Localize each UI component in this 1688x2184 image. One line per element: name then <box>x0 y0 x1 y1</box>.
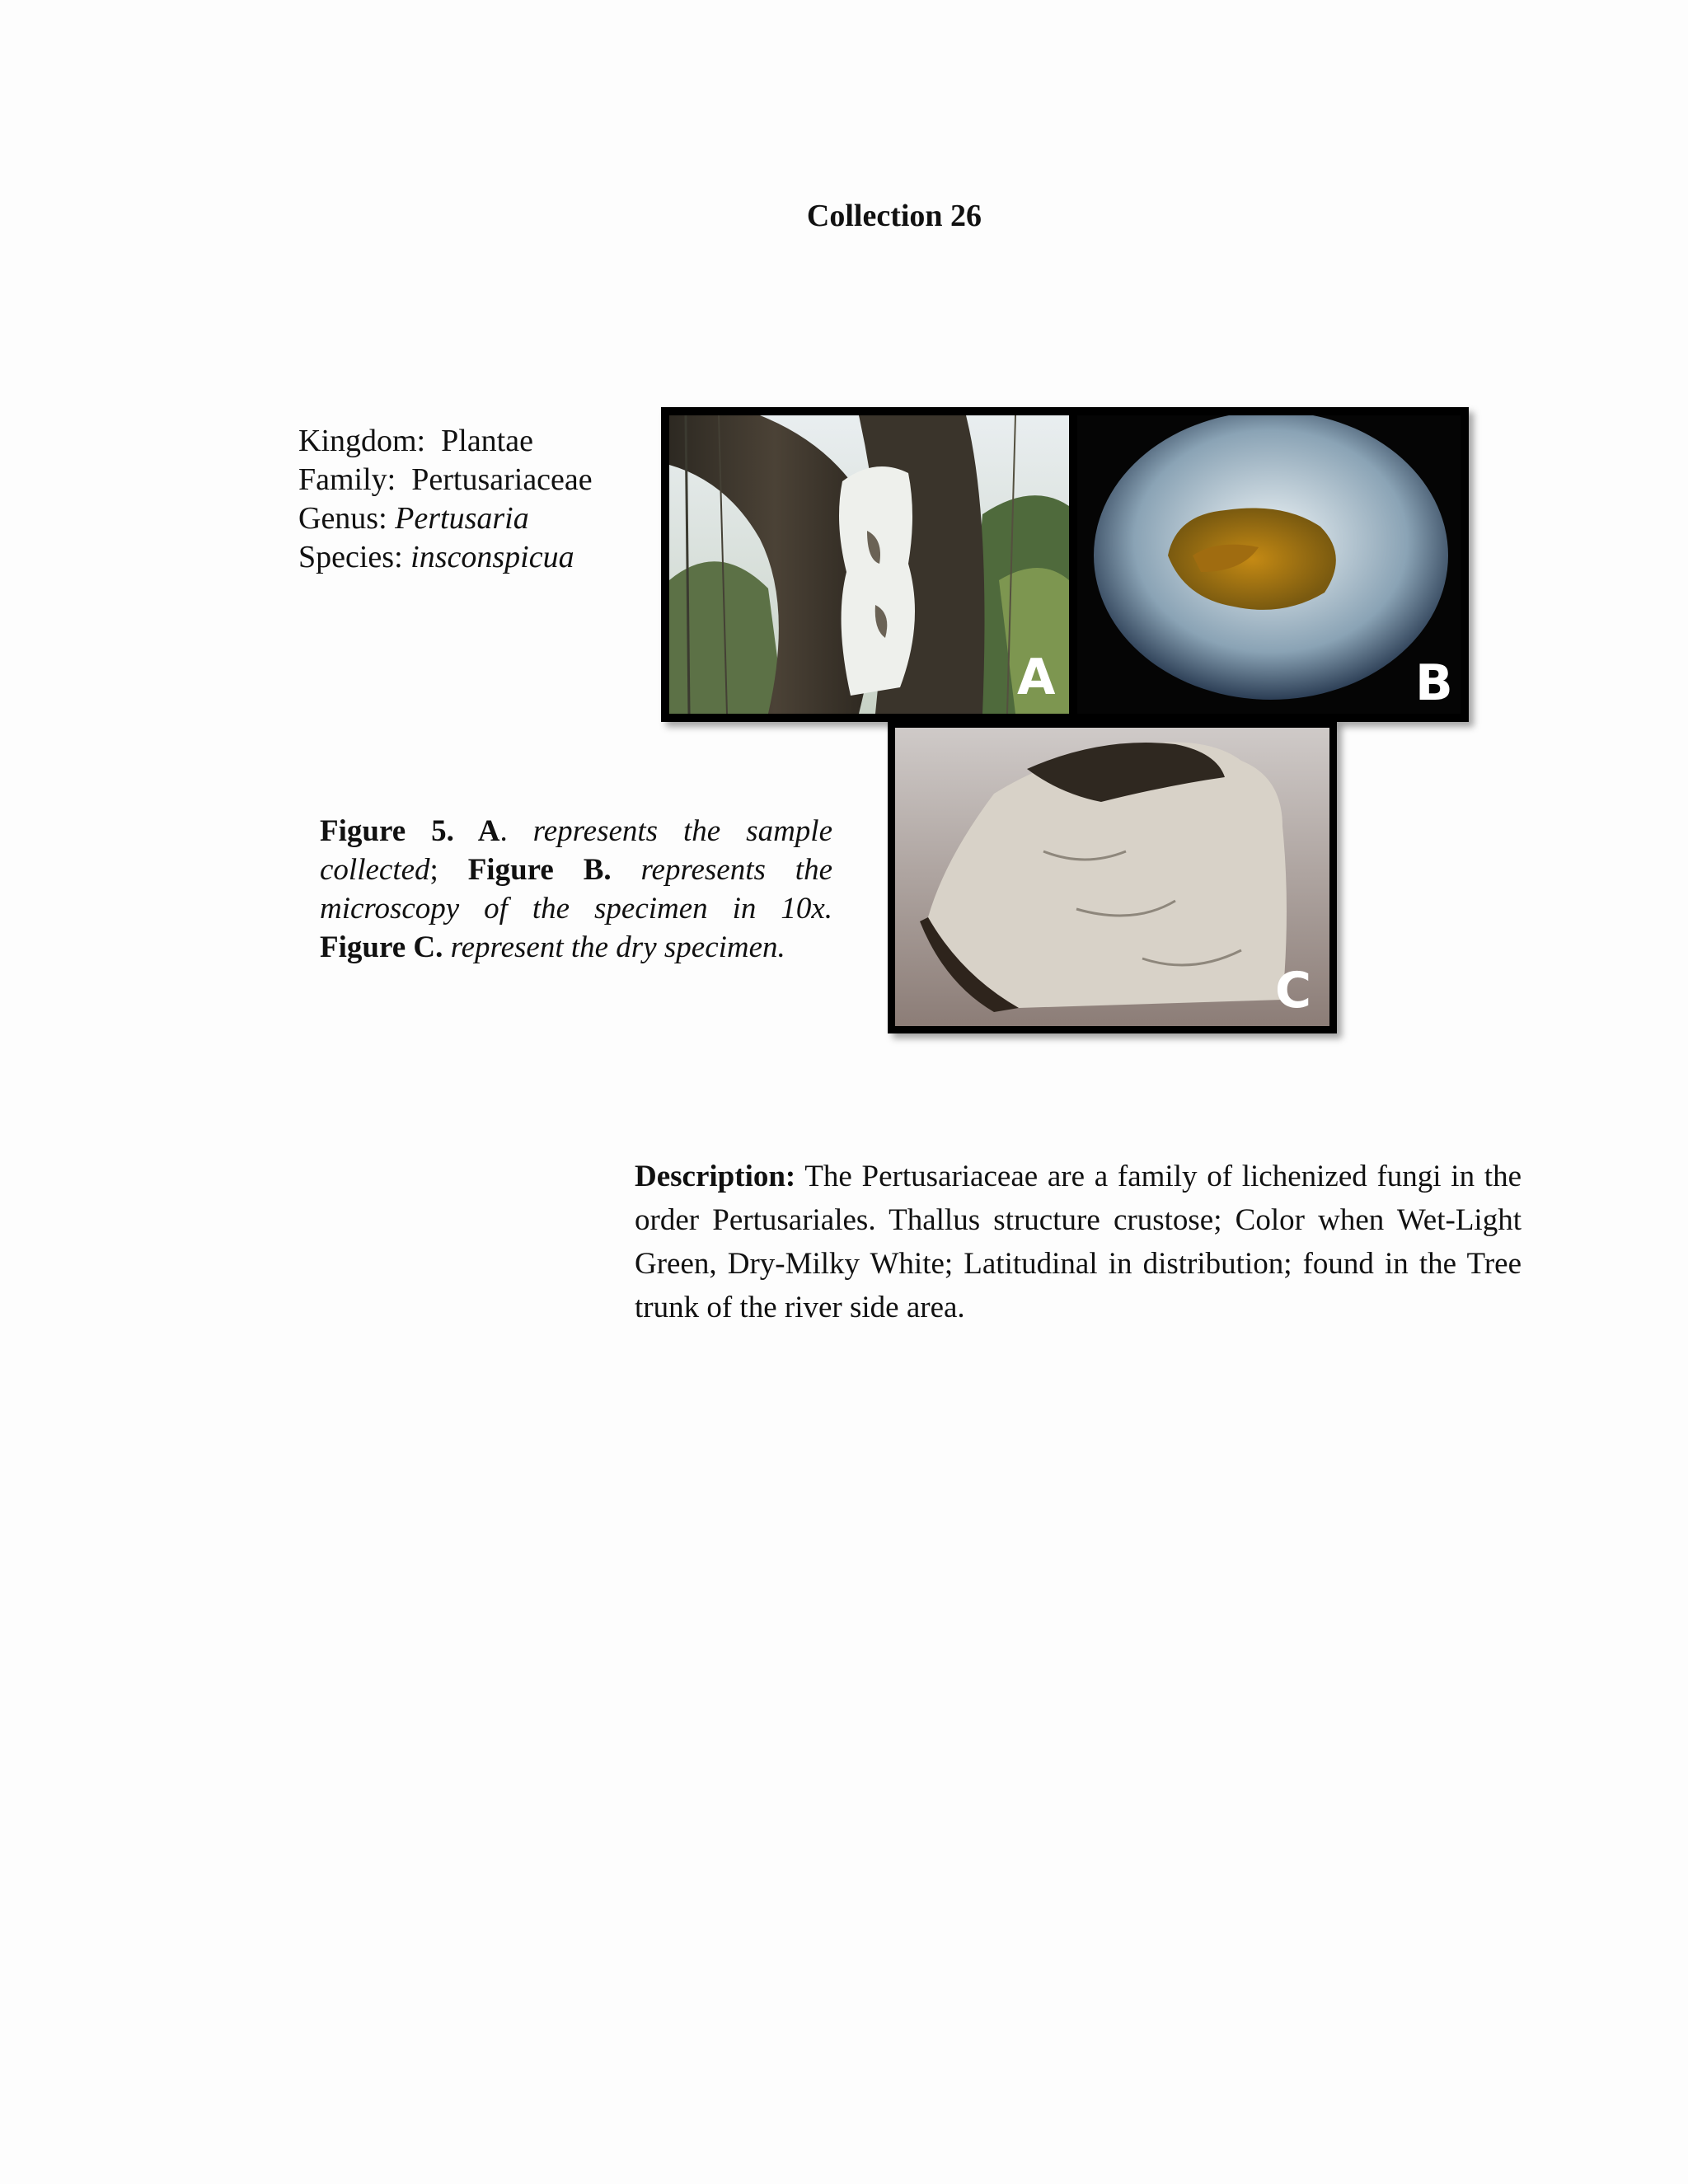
kingdom-label: Kingdom: <box>298 424 426 458</box>
genus-value: Pertusaria <box>395 501 529 536</box>
caption-fig-b-ref: Figure B. <box>467 853 612 887</box>
species-label: Species: <box>298 540 403 574</box>
photo-a-tree-trunk <box>669 415 1069 714</box>
description-text: The Pertusariaceae are a family of lichenized fungi in the order Pertusariales. Thallus structure crustose; Color when Wet-Light Green, Dry-Milky White; Latitudinal in distribution; found in the Tree trunk of the river side area. <box>635 1160 1522 1324</box>
description-paragraph <box>635 1155 1522 1329</box>
caption-fig-a-ref: Figure 5. A <box>320 814 500 848</box>
description-label: Description: <box>635 1160 796 1193</box>
figure-c-frame <box>888 720 1337 1033</box>
species-value: insconspicua <box>410 540 574 574</box>
kingdom-row <box>298 422 593 461</box>
taxonomy-block <box>298 422 593 577</box>
species-row <box>298 538 593 577</box>
page-title: Collection 26 <box>806 199 982 233</box>
family-row <box>298 461 593 499</box>
family-label: Family: <box>298 462 396 497</box>
caption-fig-c-ref: Figure C. <box>320 930 443 964</box>
caption-fig-c-text: represent the dry specimen. <box>450 930 785 964</box>
caption-fig-a-text: represents the sample collected <box>320 814 832 887</box>
figure-ab-frame <box>661 407 1469 722</box>
family-value: Pertusariaceae <box>411 462 593 497</box>
panel-b-letter: B <box>1415 654 1453 712</box>
genus-row <box>298 499 593 538</box>
figure-caption: Figure 5. A. represents the sample collected; Figure B. represents the microscopy of the specimen in 10x. Figure C. represent the dry specimen. <box>320 814 832 964</box>
kingdom-value: Plantae <box>441 424 533 458</box>
panel-a-letter: A <box>1017 649 1056 706</box>
photo-b-microscopy <box>1077 415 1461 714</box>
panel-c-letter: C <box>1275 962 1312 1019</box>
caption-fig-b-text: represents the microscopy of the specimen in 10x. <box>320 853 832 926</box>
genus-label: Genus: <box>298 501 387 536</box>
photo-c-dry-specimen <box>895 728 1329 1026</box>
